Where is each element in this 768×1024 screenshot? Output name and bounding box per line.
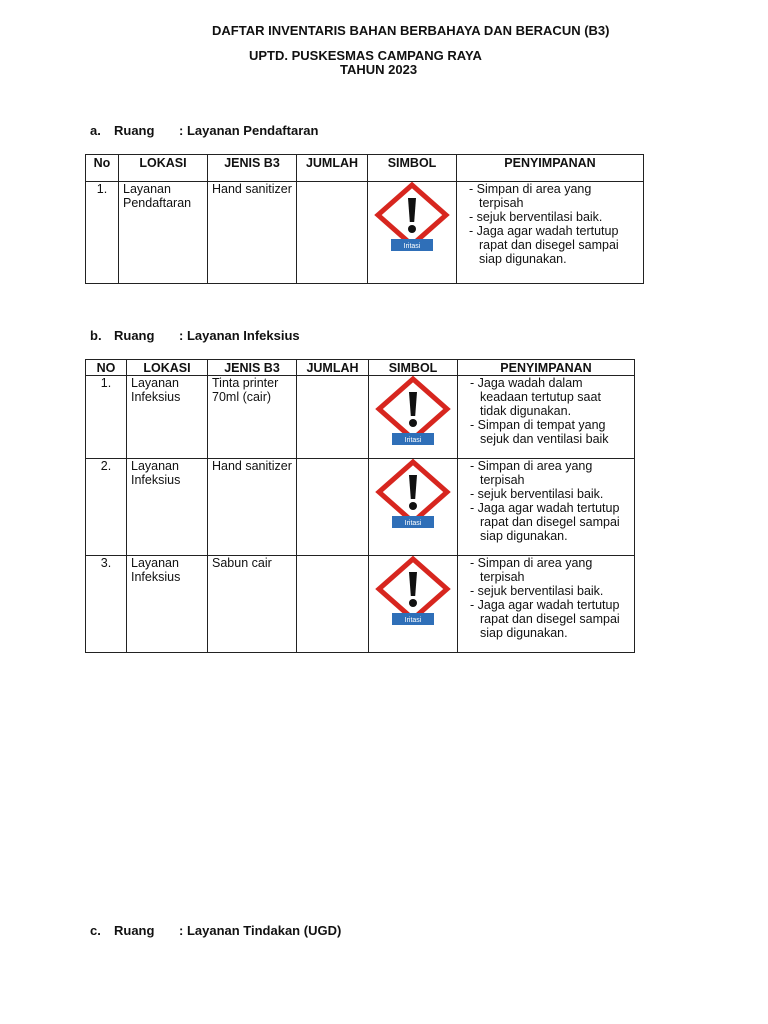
table-row [86, 459, 635, 556]
storage-item: - Jaga agar wadah tertutup rapat dan disegel sampai siap digunakan. [469, 224, 639, 266]
room-label: Ruang [114, 123, 155, 138]
storage-item: - Jaga wadah dalam keadaan tertutup saat tidak digunakan. [470, 376, 630, 418]
room-name: : Layanan Pendaftaran [179, 123, 319, 138]
table-header-row [86, 155, 644, 182]
col-header: LOKASI [127, 360, 208, 376]
cell-jumlah [297, 376, 369, 459]
ghs-exclamation-icon [372, 182, 452, 256]
ghs-exclamation-icon [373, 556, 453, 630]
col-header: SIMBOL [369, 360, 458, 376]
storage-item: - sejuk berventilasi baik. [469, 210, 639, 224]
col-header: JENIS B3 [208, 360, 297, 376]
cell-lokasi: Layanan Infeksius [127, 459, 208, 556]
cell-no: 1. [86, 376, 127, 459]
section-letter: c. [90, 923, 101, 938]
ghs-label: Iritasi [403, 243, 421, 250]
col-header: PENYIMPANAN [458, 360, 635, 376]
year-label: TAHUN 2023 [340, 62, 418, 77]
cell-jumlah [297, 459, 369, 556]
cell-penyimpanan [457, 182, 644, 284]
room-label: Ruang [114, 328, 155, 343]
section-b-heading [90, 328, 300, 343]
col-header: No [86, 155, 119, 182]
storage-list [461, 182, 639, 266]
col-header: JUMLAH [297, 360, 369, 376]
col-header: SIMBOL [368, 155, 457, 182]
cell-jenis: Hand sanitizer [208, 182, 297, 284]
document-title: DAFTAR INVENTARIS BAHAN BERBAHAYA DAN BERACUN (B3) [212, 23, 610, 38]
institution-name: UPTD. PUSKESMAS CAMPANG RAYA [249, 48, 482, 63]
cell-simbol [369, 459, 458, 556]
cell-lokasi: Layanan Pendaftaran [119, 182, 208, 284]
cell-jumlah [297, 556, 369, 653]
table-row [86, 182, 644, 284]
col-header: LOKASI [119, 155, 208, 182]
section-letter: b. [90, 328, 102, 343]
storage-item: - Simpan di area yang terpisah [470, 556, 630, 584]
cell-jenis: Hand sanitizer [208, 459, 297, 556]
cell-simbol [369, 376, 458, 459]
storage-item: - sejuk berventilasi baik. [470, 584, 630, 598]
section-letter: a. [90, 123, 101, 138]
col-header: NO [86, 360, 127, 376]
storage-list [462, 459, 630, 543]
section-c-heading [90, 923, 341, 938]
section-a-heading [90, 123, 318, 138]
ghs-exclamation-icon [373, 459, 453, 533]
room-name: : Layanan Tindakan (UGD) [179, 923, 342, 938]
table-row [86, 556, 635, 653]
col-header: JENIS B3 [208, 155, 297, 182]
cell-penyimpanan [458, 376, 635, 459]
ghs-label: Iritasi [404, 617, 422, 624]
storage-item: - Simpan di tempat yang sejuk dan ventilasi baik [470, 418, 630, 446]
storage-item: - Jaga agar wadah tertutup rapat dan disegel sampai siap digunakan. [470, 598, 630, 640]
cell-jenis: Sabun cair [208, 556, 297, 653]
cell-no: 1. [86, 182, 119, 284]
room-label: Ruang [114, 923, 155, 938]
cell-penyimpanan [458, 459, 635, 556]
inventory-table-b [85, 359, 635, 653]
inventory-table-a [85, 154, 644, 284]
cell-lokasi: Layanan Infeksius [127, 376, 208, 459]
storage-item: - sejuk berventilasi baik. [470, 487, 630, 501]
cell-no: 2. [86, 459, 127, 556]
cell-jumlah [297, 182, 368, 284]
ghs-label: Iritasi [404, 437, 422, 444]
cell-simbol [369, 556, 458, 653]
table-header-row [86, 360, 635, 376]
cell-simbol [368, 182, 457, 284]
storage-list [462, 376, 630, 446]
table-row [86, 376, 635, 459]
ghs-label: Iritasi [404, 520, 422, 527]
storage-item: - Jaga agar wadah tertutup rapat dan disegel sampai siap digunakan. [470, 501, 630, 543]
col-header: JUMLAH [297, 155, 368, 182]
col-header: PENYIMPANAN [457, 155, 644, 182]
ghs-exclamation-icon [373, 376, 453, 450]
storage-item: - Simpan di area yang terpisah [470, 459, 630, 487]
storage-list [462, 556, 630, 640]
cell-no: 3. [86, 556, 127, 653]
cell-penyimpanan [458, 556, 635, 653]
storage-item: - Simpan di area yang terpisah [469, 182, 639, 210]
cell-lokasi: Layanan Infeksius [127, 556, 208, 653]
cell-jenis: Tinta printer 70ml (cair) [208, 376, 297, 459]
room-name: : Layanan Infeksius [179, 328, 300, 343]
